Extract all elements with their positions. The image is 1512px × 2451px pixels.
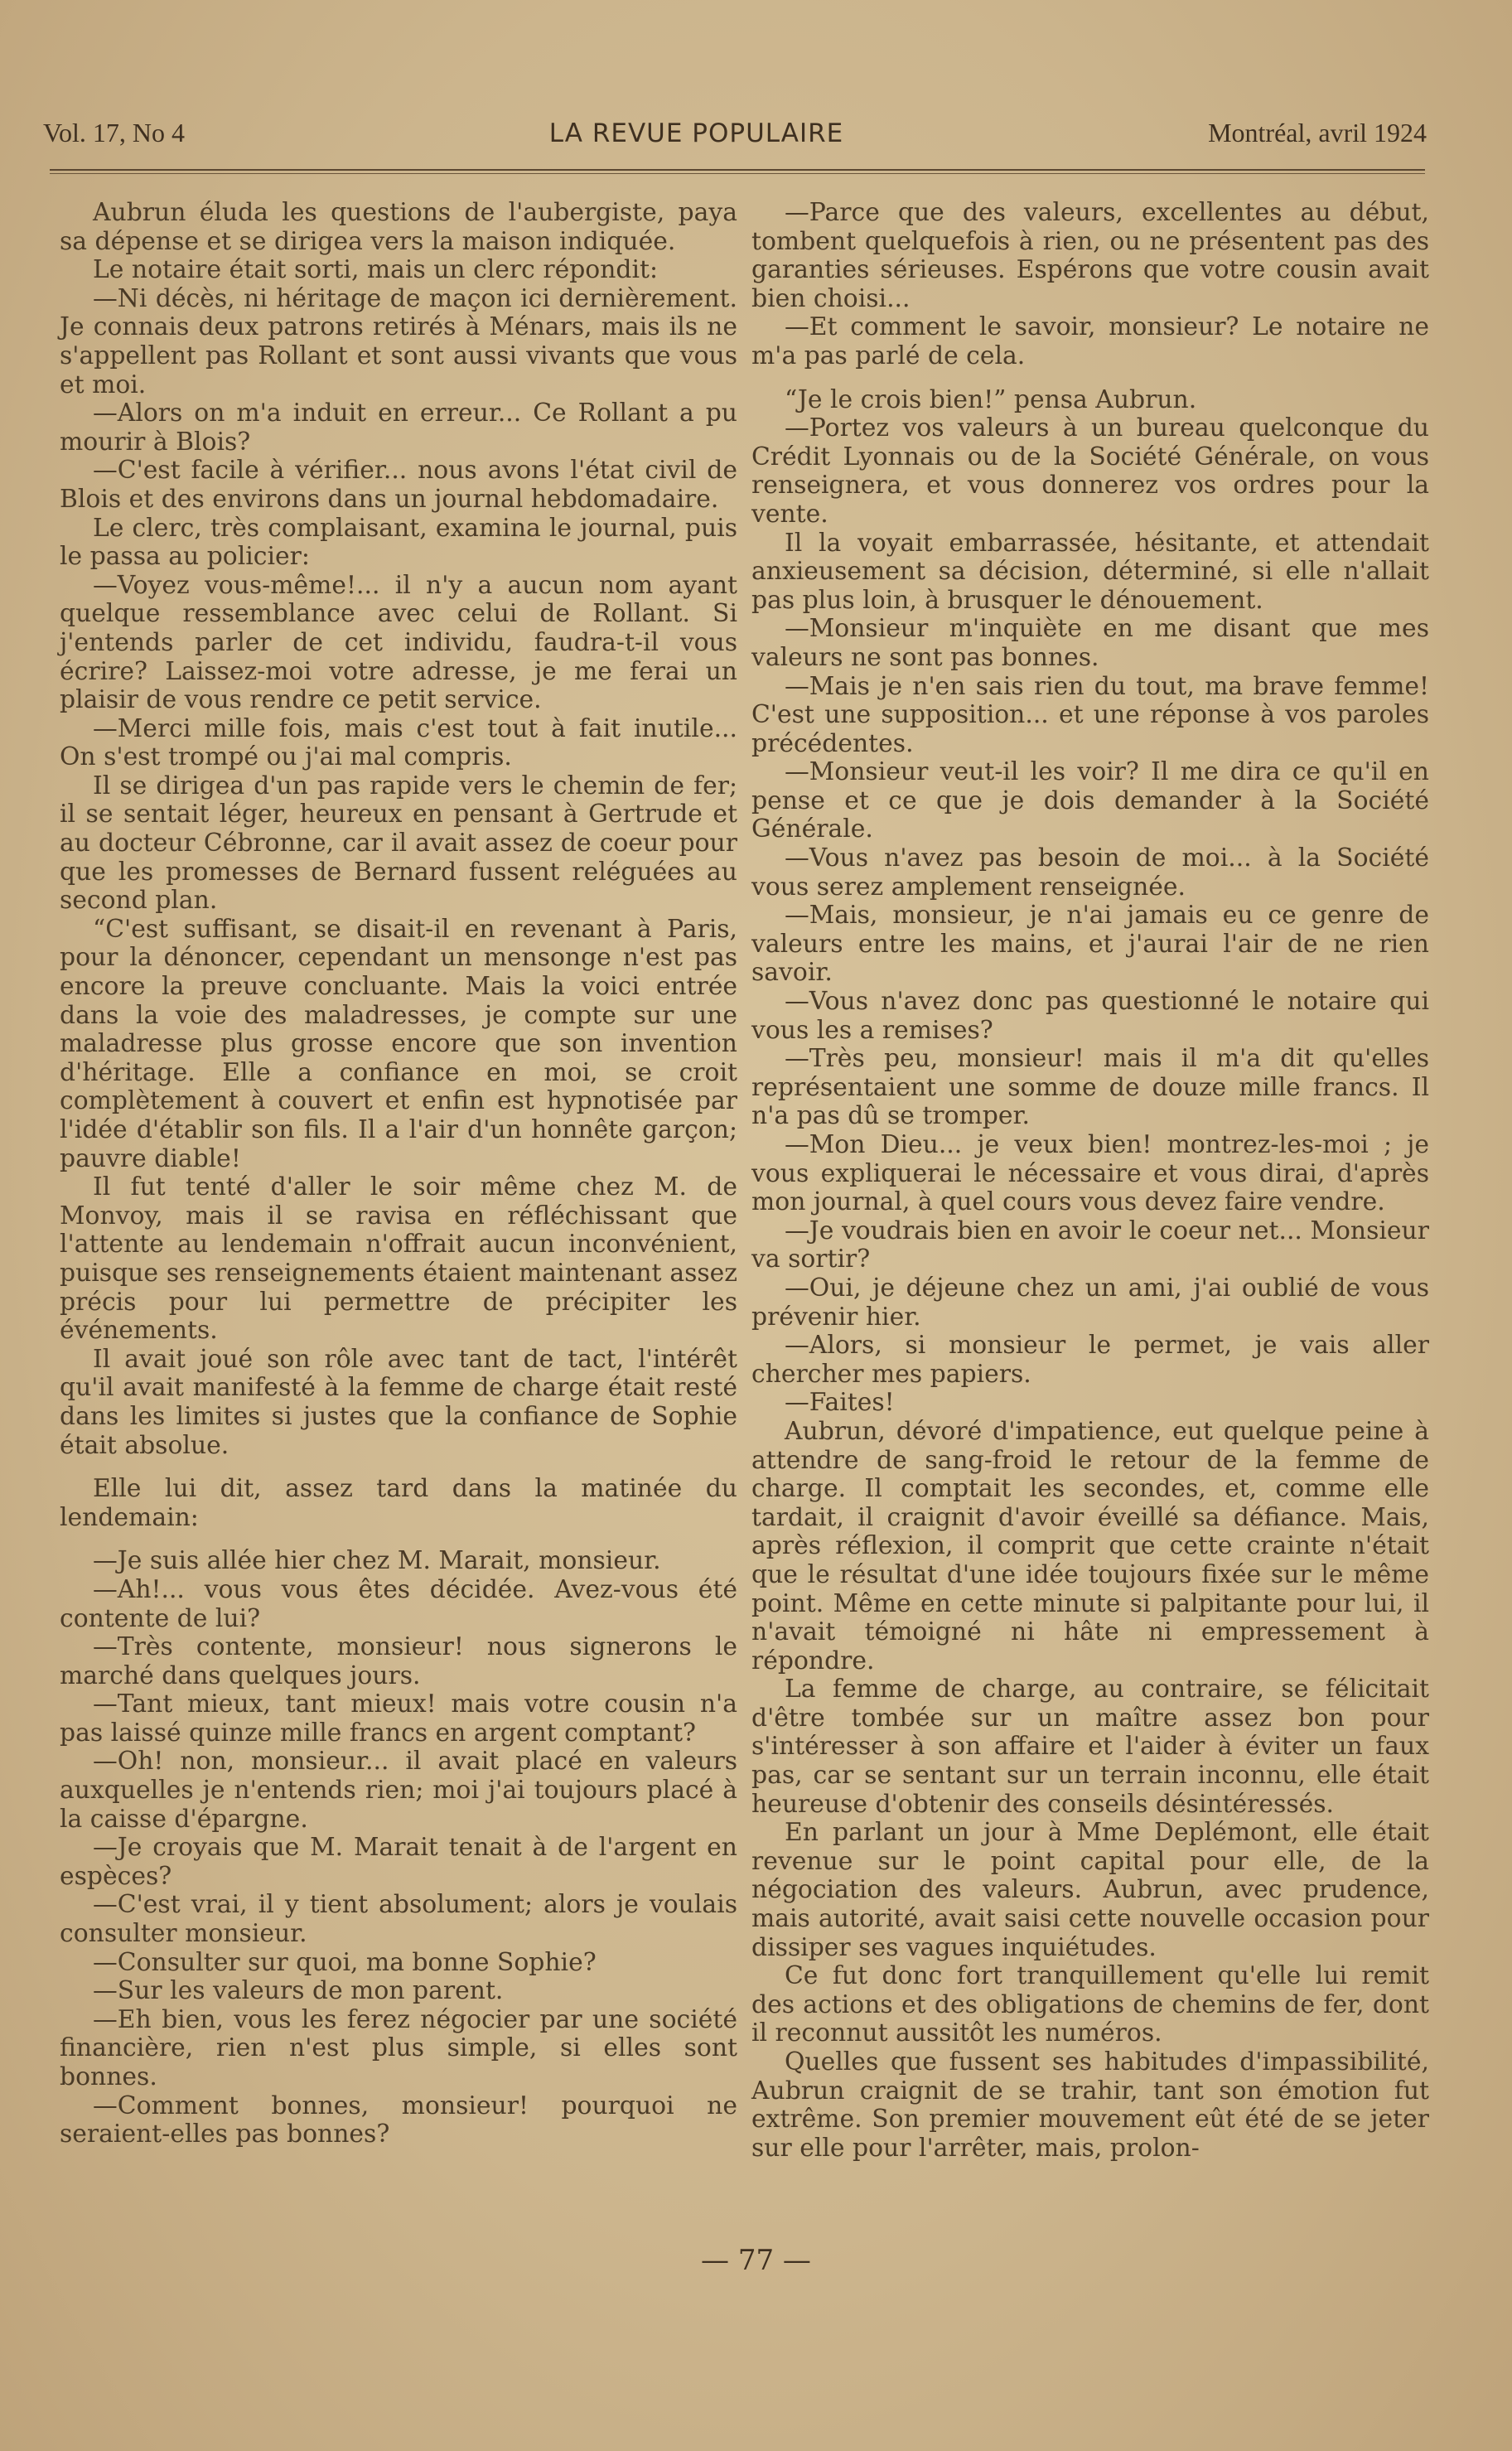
paragraph: Ce fut donc fort tranquillement qu'elle lui remit des actions et des obligations de chemins de fer, dont il reconnut aussitôt les numéros.	[751, 1961, 1429, 2048]
paragraph: —Je voudrais bien en avoir le coeur net... Monsieur va sortir?	[751, 1216, 1429, 1274]
publication-title: LA REVUE POPULAIRE	[548, 118, 844, 148]
paragraph: —C'est facile à vérifier... nous avons l'état civil de Blois et des environs dans un journal hebdomadaire.	[60, 456, 737, 514]
paragraph: —Ah!... vous vous êtes décidée. Avez-vous été contente de lui?	[60, 1574, 737, 1633]
header-rule	[50, 169, 1425, 171]
paragraph: —Consulter sur quoi, ma bonne Sophie?	[93, 1947, 597, 1977]
paragraph: —C'est vrai, il y tient absolument; alors je voulais consulter monsieur.	[60, 1890, 737, 1949]
paragraph: —Faites!	[785, 1388, 895, 1418]
paragraph: —Je suis allée hier chez M. Marait, monsieur.	[93, 1546, 661, 1576]
header-rule-thin	[50, 173, 1425, 174]
paragraph: —Monsieur veut-il les voir? Il me dira ce qu'il en pense et ce que je dois demander à la Société Générale.	[751, 757, 1429, 844]
page-number: — 77 —	[701, 2244, 811, 2277]
paragraph: Il avait joué son rôle avec tant de tact, l'intérêt qu'il avait manifesté à la femme de charge était resté dans les limites si justes que la confiance de Sophie était absolue.	[60, 1344, 737, 1460]
paragraph: —Alors on m'a induit en erreur... Ce Rollant a pu mourir à Blois?	[60, 399, 737, 457]
paragraph: Quelles que fussent ses habitudes d'impassibilité, Aubrun craignit de se trahir, tant son émotion fut extrême. Son premier mouvement eût été de se jeter sur elle pour l'arrêter, mais, prolon-	[751, 2047, 1429, 2163]
paragraph: Il la voyait embarrassée, hésitante, et attendait anxieusement sa décision, déterminé, si elle n'allait pas plus loin, à brusquer le dénouement.	[751, 528, 1429, 615]
paragraph: —Vous n'avez pas besoin de moi... à la Société vous serez amplement renseignée.	[751, 844, 1429, 902]
paragraph: “C'est suffisant, se disait-il en revenant à Paris, pour la dénoncer, cependant un mensonge n'est pas encore la preuve concluante. Mais la voici entrée dans la voie des maladresses, je compte sur une maladresse plus grosse encore que son invention d'héritage. Elle a confiance en moi, se croit complètement à couvert et enfin est hypnotisée par l'idée d'établir son fils. Il a l'air d'un honnête garçon; pauvre diable!	[60, 914, 737, 1173]
paragraph: Elle lui dit, assez tard dans la matinée du lendemain:	[60, 1474, 737, 1532]
paragraph: —Merci mille fois, mais c'est tout à fait inutile... On s'est trompé ou j'ai mal compris.	[60, 713, 737, 772]
paragraph: Aubrun, dévoré d'impatience, eut quelque peine à attendre de sang-froid le retour de la femme de charge. Il comptait les secondes, et, comme elle tardait, il craignit d'avoir éveillé sa défiance. Mais, après réflexion, il comprit que cette crainte n'était que le résultat d'une idée toujours fixée sur le même point. Même en cette minute si palpitante pour lui, il n'avait témoigné ni hâte ni empressement à répondre.	[751, 1416, 1429, 1675]
paragraph: —Et comment le savoir, monsieur? Le notaire ne m'a pas parlé de cela.	[751, 312, 1429, 370]
paragraph: —Portez vos valeurs à un bureau quelconque du Crédit Lyonnais ou de la Société Générale, on vous renseignera, et vous donnerez vos ordres pour la vente.	[751, 413, 1429, 529]
volume-number: Vol. 17, No 4	[43, 118, 185, 147]
paragraph: Le clerc, très complaisant, examina le journal, puis le passa au policier:	[60, 513, 737, 572]
paragraph: —Alors, si monsieur le permet, je vais aller chercher mes papiers.	[751, 1331, 1429, 1389]
paragraph: —Sur les valeurs de mon parent.	[93, 1976, 504, 2006]
paragraph: Il fut tenté d'aller le soir même chez M. de Monvoy, mais il se ravisa en réfléchissant que l'attente au lendemain n'offrait aucun inconvénient, puisque ses renseignements étaient maintenant assez précis pour lui permettre de précipiter les événements.	[60, 1172, 737, 1346]
paragraph: —Vous n'avez donc pas questionné le notaire qui vous les a remises?	[751, 987, 1429, 1045]
paragraph: Le notaire était sorti, mais un clerc répondit:	[93, 255, 659, 285]
paragraph: Aubrun éluda les questions de l'aubergiste, paya sa dépense et se dirigea vers la maison indiquée.	[60, 198, 737, 256]
paragraph: “Je le crois bien!” pensa Aubrun.	[785, 384, 1197, 414]
paragraph: En parlant un jour à Mme Deplémont, elle était revenue sur le point capital pour elle, de la négociation des valeurs. Aubrun, avec prudence, mais autorité, avait saisi cette nouvelle occasion pour dissiper ses vagues inquiétudes.	[751, 1818, 1429, 1962]
paragraph: —Oh! non, monsieur... il avait placé en valeurs auxquelles je n'entends rien; moi j'ai toujours placé à la caisse d'épargne.	[60, 1747, 737, 1834]
paragraph: —Mon Dieu... je veux bien! montrez-les-moi ; je vous expliquerai le nécessaire et vous dirai, d'après mon journal, à quel cours vous devez faire vendre.	[751, 1130, 1429, 1217]
masthead	[43, 118, 1427, 159]
paragraph: —Voyez vous-même!... il n'y a aucun nom ayant quelque ressemblance avec celui de Rollant. Si j'entends parler de cet individu, faudra-t-il vous écrire? Laissez-moi votre adresse, je me ferai un plaisir de vous rendre ce petit service.	[60, 570, 737, 715]
right-column	[751, 199, 1429, 2163]
paragraph: —Monsieur m'inquiète en me disant que mes valeurs ne sont pas bonnes.	[751, 614, 1429, 672]
paragraph: —Mais je n'en sais rien du tout, ma brave femme! C'est une supposition... et une réponse à vos paroles précédentes.	[751, 671, 1429, 758]
paragraph: —Parce que des valeurs, excellentes au début, tombent quelquefois à rien, ou ne présentent pas des garanties sérieuses. Espérons que votre cousin avait bien choisi...	[751, 198, 1429, 313]
left-column	[60, 199, 737, 2149]
paragraph: —Oui, je déjeune chez un ami, j'ai oublié de vous prévenir hier.	[751, 1273, 1429, 1332]
paragraph: —Mais, monsieur, je n'ai jamais eu ce genre de valeurs entre les mains, et j'aurai l'air de ne rien savoir.	[751, 901, 1429, 988]
paragraph: —Très peu, monsieur! mais il m'a dit qu'elles représentaient une somme de douze mille francs. Il n'a pas dû se tromper.	[751, 1044, 1429, 1131]
paragraph: —Eh bien, vous les ferez négocier par une société financière, rien n'est plus simple, si elles sont bonnes.	[60, 2004, 737, 2091]
paragraph: La femme de charge, au contraire, se félicitait d'être tombée sur un maître assez bon pour s'intéresser à son affaire et l'aider à éviter un faux pas, car se sentant sur un terrain inconnu, elle était heureuse d'obtenir des conseils désintéressés.	[751, 1675, 1429, 1819]
paragraph: —Tant mieux, tant mieux! mais votre cousin n'a pas laissé quinze mille francs en argent comptant?	[60, 1690, 737, 1748]
paragraph: —Comment bonnes, monsieur! pourquoi ne seraient-elles pas bonnes?	[60, 2091, 737, 2149]
paragraph: —Je croyais que M. Marait tenait à de l'argent en espèces?	[60, 1833, 737, 1891]
paragraph: Il se dirigea d'un pas rapide vers le chemin de fer; il se sentait léger, heureux en pensant à Gertrude et au docteur Cébronne, car il avait assez de coeur pour que les promesses de Bernard fussent reléguées au second plan.	[60, 771, 737, 916]
paragraph: —Ni décès, ni héritage de maçon ici dernièrement. Je connais deux patrons retirés à Ménars, mais ils ne s'appellent pas Rollant et sont aussi vivants que vous et moi.	[60, 283, 737, 399]
paragraph: —Très contente, monsieur! nous signerons le marché dans quelques jours.	[60, 1632, 737, 1690]
dateline: Montréal, avril 1924	[1208, 118, 1427, 147]
